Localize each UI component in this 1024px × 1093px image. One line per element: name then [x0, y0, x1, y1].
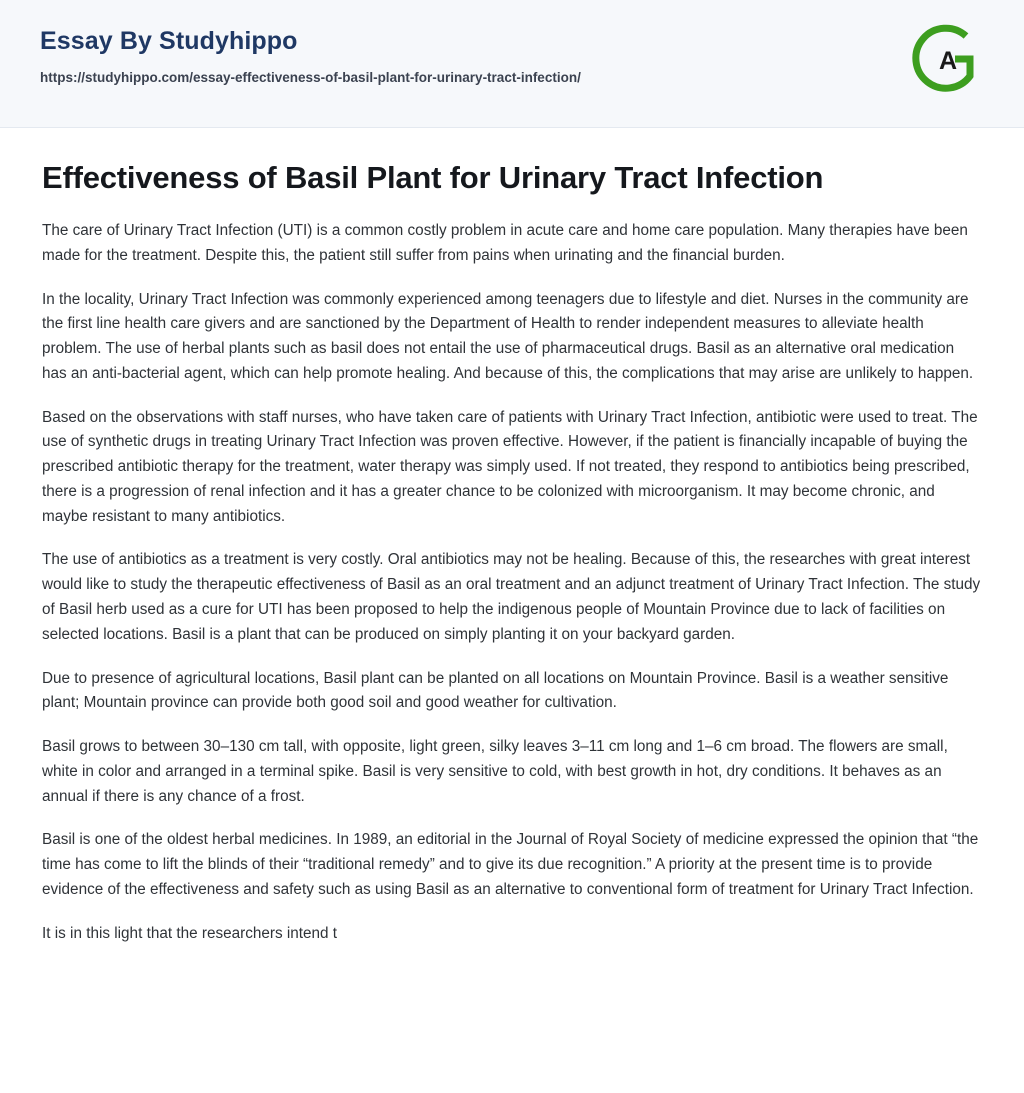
paragraph: Based on the observations with staff nurses, who have taken care of patients with Urinary Tract Infection, antibiotic were used to treat. The use of synthetic drugs in treating Urinary Tract Infection was proven effective. However, if the patient is financially incapable of buying the prescribed antibiotic therapy for the treatment, water therapy was simply used. If not treated, they respond to antibiotics being prescribed, there is a progression of renal infection and it has a greater chance to be colonized with microorganism. It may become chronic, and maybe resistant to many antibiotics. — [42, 408, 978, 525]
paragraph: Basil grows to between 30–130 cm tall, with opposite, light green, silky leaves 3–11 cm long and 1–6 cm broad. The flowers are small, white in color and arranged in a terminal spike. Basil is very sensitive to cold, with best growth in hot, dry conditions. It behaves as an annual if there is any chance of a frost. — [42, 738, 948, 805]
paragraph: Due to presence of agricultural locations, Basil plant can be planted on all locations on Mountain Province. Basil is a weather sensitive plant; Mountain province can provide both good soil and good weather for cultivation. — [42, 669, 949, 712]
paragraph-truncated: It is in this light that the researchers intend t — [42, 924, 338, 942]
site-url[interactable]: https://studyhippo.com/essay-effectiveness-of-basil-plant-for-urinary-tract-infection/ — [40, 70, 581, 85]
site-header — [0, 0, 1024, 128]
paragraph: Basil is one of the oldest herbal medicines. In 1989, an editorial in the Journal of Royal Society of medicine expressed the opinion that “the time has come to lift the blinds of their “traditional remedy” and to give its due recognition.” A priority at the present time is to provide evidence of the effectiveness and safety such as using Basil as an alternative to conventional form of treatment for Urinary Tract Infection. — [42, 831, 979, 898]
page-title: Effectiveness of Basil Plant for Urinary Tract Infection — [42, 160, 824, 195]
paragraph: In the locality, Urinary Tract Infection was commonly experienced among teenagers due to lifestyle and diet. Nurses in the community are the first line health care givers and are sanctioned by the Department of Health to render independent measures to alleviate health problem. The use of herbal plants such as basil does not entail the use of pharmaceutical drugs. Basil as an alternative oral medication has an anti-bacterial agent, which can help promote healing. And because of this, the complications that may arise are unlikely to happen. — [42, 290, 974, 382]
studyhippo-logo-icon[interactable] — [908, 22, 982, 96]
paragraph: The use of antibiotics as a treatment is very costly. Oral antibiotics may not be healing. Because of this, the researches with great interest would like to study the therapeutic effectiveness of Basil as an oral treatment and an adjunct treatment of Urinary Tract Infection. The study of Basil herb used as a cure for UTI has been proposed to help the indigenous people of Mountain Province due to lack of facilities on selected locations. Basil is a plant that can be produced on simply planting it on your backyard garden. — [42, 551, 981, 643]
article-body — [0, 128, 1024, 986]
svg-text:A: A — [938, 47, 958, 75]
brand-title: Essay By Studyhippo — [40, 27, 298, 55]
paragraph: The care of Urinary Tract Infection (UTI) is a common costly problem in acute care and home care population. Many therapies have been made for the treatment. Despite this, the patient still suffer from pains when urinating and the financial burden. — [42, 222, 968, 264]
